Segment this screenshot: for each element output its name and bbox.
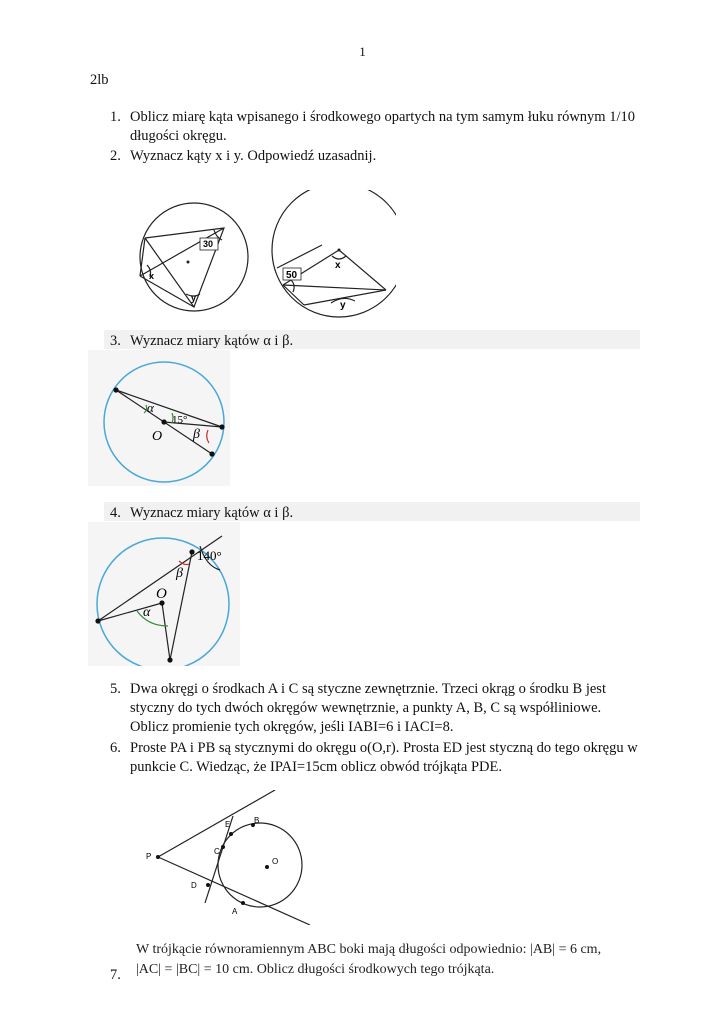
fig3-center-label: O <box>152 429 163 444</box>
question-text: Wyznacz kąty x i y. Odpowiedź uzasadnij. <box>130 148 377 164</box>
fig2-right-x-label: x <box>335 260 341 271</box>
question-6 <box>110 739 640 777</box>
fig3-angle-label: 15° <box>172 414 188 426</box>
question-text: Wyznacz miary kątów α i β. <box>130 333 294 349</box>
fig6-label-P: P <box>146 852 152 861</box>
fig6-tangent-ED <box>205 816 233 903</box>
fig2-left-line <box>140 238 145 276</box>
fig3-beta-label: β <box>193 427 200 442</box>
fig3-alpha-label: α <box>147 400 154 415</box>
question-text: Proste PA i PB są stycznymi do okręgu o(O,r). Prosta ED jest styczną do tego okręgu w punkcie C. Wiedząc, że IPAI=15cm oblicz obwód trójkąta PDE. <box>130 740 638 775</box>
fig2-left-x-label: x <box>149 271 155 281</box>
fig4-beta-label: β <box>176 566 183 581</box>
fig2-right-angle-label: 50 <box>286 270 298 281</box>
question-number: 6. <box>110 740 121 756</box>
fig6-label-E: E <box>225 820 231 829</box>
question-text: Oblicz miarę kąta wpisanego i środkowego opartych na tym samym łuku równym 1/10 długości okręgu. <box>130 109 635 144</box>
figure-3 <box>88 350 230 486</box>
fig2-right-line <box>339 250 386 290</box>
question-number: 4. <box>110 505 121 521</box>
fig4-angle-label: 140° <box>197 548 222 563</box>
question-3 <box>110 332 640 351</box>
question-number: 2. <box>110 148 121 164</box>
question-2 <box>110 147 640 166</box>
question-7-text: W trójkącie równoramiennym ABC boki mają długości odpowiednio: |AB| = 6 cm, |AC| = |BC| = 10 cm. Oblicz długości środkowych tego trójkąta. <box>136 942 602 977</box>
question-number: 3. <box>110 333 121 349</box>
question-number: 7. <box>110 967 121 983</box>
fig6-label-A: A <box>232 907 238 916</box>
fig6-label-C: C <box>214 847 220 856</box>
question-text: Dwa okręgi o środkach A i C są styczne zewnętrznie. Trzeci okrąg o środku B jest styczny do tych dwóch okręgów wewnętrznie, a punkty A, B, C są współliniowe. Oblicz promienie tych okręgów, jeśli IABI=6 i IACI=8. <box>130 681 606 735</box>
fig2-left-y-label: y <box>191 293 197 303</box>
fig4-alpha-label: α <box>143 605 151 620</box>
question-number: 5. <box>110 681 121 697</box>
fig4-line <box>98 603 162 621</box>
fig6-label-B: B <box>254 816 260 825</box>
question-number: 1. <box>110 109 121 125</box>
test-code: 2lb <box>90 72 109 88</box>
question-4 <box>110 504 640 523</box>
fig3-arc-beta <box>207 430 209 443</box>
fig4-line <box>162 603 170 660</box>
question-1 <box>110 108 640 146</box>
fig2-right-arc-x <box>332 256 346 259</box>
page-number: 1 <box>359 44 366 59</box>
fig3-line <box>116 390 222 427</box>
fig6-label-O: O <box>272 857 279 866</box>
question-5 <box>110 680 640 737</box>
figure-2 <box>136 190 396 330</box>
figure-6 <box>140 790 340 925</box>
fig6-label-D: D <box>191 881 197 890</box>
figure-4 <box>88 522 240 666</box>
fig2-right-line <box>283 285 386 290</box>
fig2-right-y-label: y <box>340 300 346 311</box>
fig4-center-label: O <box>156 586 167 602</box>
question-text: Wyznacz miary kątów α i β. <box>130 505 294 521</box>
fig2-left-angle-label: 30 <box>203 239 214 249</box>
fig2-left-line <box>140 228 224 276</box>
